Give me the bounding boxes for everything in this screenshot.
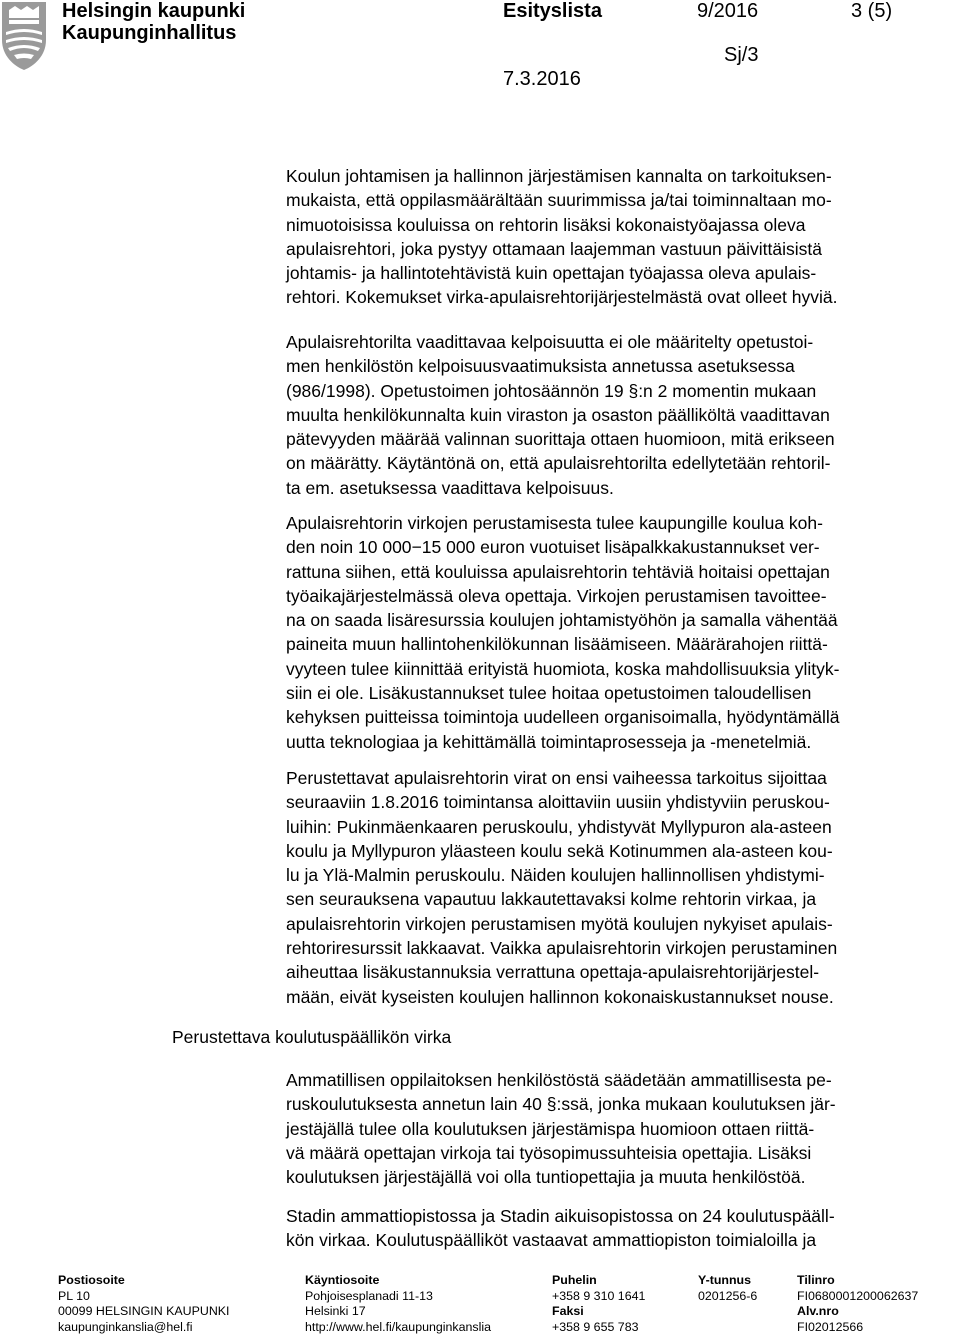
header-org: Helsingin kaupunki <box>62 0 246 22</box>
text-line: mukaista, että oppilasmäärältään suurimmissa ja/tai toiminnaltaan mo- <box>286 190 832 211</box>
text-line: Ammatillisen oppilaitoksen henkilöstöstä säädetään ammatillisesta pe- <box>286 1070 832 1090</box>
header-doc-type: Esityslista <box>503 0 602 22</box>
text-line: aiheuttaa lisäkustannuksia verrattuna opettaja-apulaisrehtorijärjestel- <box>286 962 820 983</box>
text-line: luihin: Pukinmäenkaaren peruskoulu, yhdistyvät Myllypuron ala-asteen <box>286 816 832 837</box>
text-line: Apulaisrehtorilta vaadittavaa kelpoisuutta ei ole määritelty opetustoi- <box>286 332 814 352</box>
header-page-number: 3 (5) <box>851 0 893 22</box>
text-line: sen seurauksena vapautuu lakkautettavaksi kolme rehtorin virkaa, ja <box>286 889 817 910</box>
text-line: Stadin ammattiopistossa ja Stadin aikuisopistossa on 24 koulutuspääll- <box>286 1206 835 1226</box>
text-line: ta em. asetuksessa vaadittava kelpoisuus. <box>286 477 614 498</box>
footer-text: +358 9 310 1641 <box>552 1288 646 1303</box>
footer-text: 00099 HELSINGIN KAUPUNKI <box>58 1304 230 1319</box>
text-line: apulaisrehtori, joka pystyy ottamaan laajemman vastuun päivittäisistä <box>286 238 822 259</box>
footer-text: Helsinki 17 <box>305 1304 366 1319</box>
text-line: den noin 10 000−15 000 euron vuotuiset lisäpalkkakustannukset ver- <box>286 537 820 558</box>
footer-postal-address <box>58 1273 229 1335</box>
footer-text: FI0680001200062637 <box>797 1288 919 1303</box>
footer-label: Puhelin <box>552 1273 597 1287</box>
header-body-name: Kaupunginhallitus <box>62 22 237 44</box>
text-line: rattuna siihen, että kouluissa apulaisrehtorin tehtäviä hoitaisi opettajan <box>286 561 830 582</box>
paragraph <box>286 330 946 500</box>
text-line: rehtori. Kokemukset virka-apulaisrehtorijärjestelmästä ovat olleet hyviä. <box>286 287 838 308</box>
text-line: muulta henkilökunnalta kuin viraston ja osaston päälliköltä vaadittavan <box>286 404 830 425</box>
footer-text: Pohjoisesplanadi 11-13 <box>305 1288 433 1303</box>
side-heading: Perustettava koulutuspäällikön virka <box>172 1027 452 1047</box>
text-line: apulaisrehtorin virkojen perustamisen myötä koulujen nykyiset apulais- <box>286 913 833 934</box>
text-line: koulu ja Myllypuron yläasteen koulu sekä Kotinummen ala-asteen kou- <box>286 840 833 861</box>
text-line: kehyksen puitteissa toimintoja uudelleen organisoimalla, hyödyntämällä <box>286 707 840 728</box>
footer-label: Postiosoite <box>58 1273 125 1287</box>
helsinki-coat-of-arms-icon <box>0 0 48 72</box>
text-line: paineita muun hallintohenkilökunnan lisäämiseen. Määrärahojen riittä- <box>286 634 828 655</box>
text-line: kön virkaa. Koulutuspäälliköt vastaavat ammattiopiston toimialoilla ja <box>286 1230 817 1251</box>
footer-label: Tilinro <box>797 1273 835 1287</box>
text-line: työaikajärjestelmässä oleva opettaja. Virkojen perustamisen tavoittee- <box>286 585 827 606</box>
text-line: Perustettavat apulaisrehtorin virat on ensi vaiheessa tarkoitus sijoittaa <box>286 768 827 788</box>
footer-email-link[interactable]: kaupunginkanslia@hel.fi <box>58 1319 193 1334</box>
text-line: ruskoulutuksesta annetun lain 40 §:ssä, jonka mukaan koulutuksen jär- <box>286 1094 836 1115</box>
text-line: uutta teknologiaa ja kehittämällä toimintaprosesseja ja -menetelmiä. <box>286 731 812 752</box>
text-line: nimuotoisissa kouluissa on rehtorin lisäksi kokonaistyöajassa oleva <box>286 214 806 235</box>
header-section: Sj/3 <box>724 44 759 66</box>
text-line: jestäjällä tulee olla koulutuksen järjestämispa huomioon ottaen riittä- <box>286 1118 815 1139</box>
footer-text: FI02012566 <box>797 1319 864 1334</box>
text-line: koulutuksen järjestäjällä voi olla tuntiopettajia ja muuta henkilöstöä. <box>286 1167 806 1188</box>
text-line: on määrätty. Käytäntönä on, että apulaisrehtorilta edellytetään rehtoril- <box>286 453 831 474</box>
footer-phone <box>552 1273 645 1335</box>
text-line: (986/1998). Opetustoimen johtosäännön 19 §:n 2 momentin mukaan <box>286 380 817 401</box>
footer-label: Alv.nro <box>797 1304 839 1319</box>
paragraph <box>286 164 946 310</box>
footer-text: 0201256-6 <box>698 1288 758 1303</box>
text-line: vä määrä opettajan virkoja tai työsopimussuhteisia opettajia. Lisäksi <box>286 1142 812 1163</box>
text-line: johtamis- ja hallintotehtävistä kuin opettajan työajassa oleva apulais- <box>286 263 817 284</box>
text-line: siin ei ole. Lisäkustannukset tulee hoitaa opetustoimen taloudellisen <box>286 683 812 704</box>
footer-website-link[interactable]: http://www.hel.fi/kaupunginkanslia <box>305 1319 491 1334</box>
text-line: vyyteen tulee kiinnittää erityistä huomiota, koska mahdollisuuksia ylityk- <box>286 658 840 679</box>
footer-text: +358 9 655 783 <box>552 1319 639 1334</box>
text-line: seuraaviin 1.8.2016 toimintansa aloittaviin uusiin yhdistyviin peruskou- <box>286 792 830 813</box>
footer-label: Käyntiosoite <box>305 1273 380 1287</box>
text-line: men henkilöstön kelpoisuusvaatimuksista annetussa asetuksessa <box>286 356 795 377</box>
footer-text: PL 10 <box>58 1288 90 1303</box>
paragraph <box>286 511 946 754</box>
text-line: rehtoriresurssit lakkaavat. Vaikka apulaisrehtorin virkojen perustaminen <box>286 938 838 959</box>
text-line: Koulun johtamisen ja hallinnon järjestämisen kannalta on tarkoituksen- <box>286 166 832 186</box>
text-line: pätevyyden määrää valinnan suorittaja ottaen huomioon, mitä erikseen <box>286 429 835 450</box>
text-line: lu ja Ylä-Malmin peruskoulu. Näiden koulujen hallinnollisen yhdistymi- <box>286 865 825 886</box>
header-doc-number: 9/2016 <box>697 0 759 22</box>
text-line: mään, eivät kyseisten koulujen hallinnon kokonaiskustannukset nouse. <box>286 986 834 1007</box>
paragraph <box>286 1204 946 1253</box>
text-line: na on saada lisäresurssia koulujen johtamistyöhön ja samalla vähentää <box>286 610 838 631</box>
footer-label: Y-tunnus <box>698 1273 751 1287</box>
text-line: Apulaisrehtorin virkojen perustamisesta tulee kaupungille koulua koh- <box>286 513 823 533</box>
footer-business-id <box>698 1273 757 1304</box>
footer-visiting-address <box>305 1273 491 1335</box>
paragraph <box>286 766 946 1009</box>
footer-label: Faksi <box>552 1304 584 1319</box>
paragraph <box>286 1068 946 1189</box>
footer-account <box>797 1273 918 1335</box>
header-date: 7.3.2016 <box>503 68 581 90</box>
